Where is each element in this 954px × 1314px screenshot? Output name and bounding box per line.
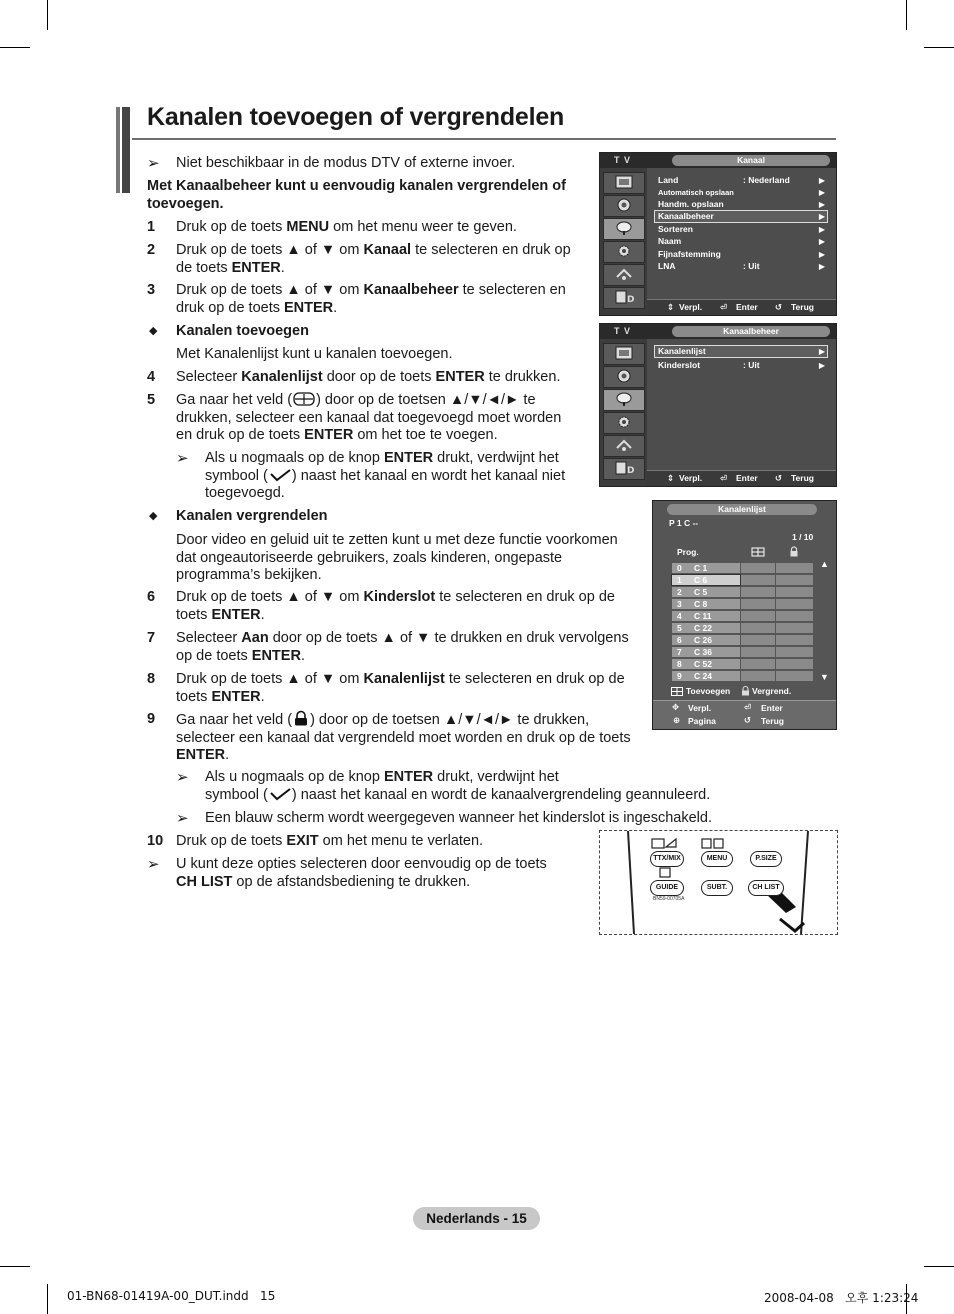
table-row[interactable]: 8 C 52 [672, 658, 814, 670]
page-indicator: 1 / 10 [792, 532, 814, 542]
step-number: 8 [147, 671, 156, 687]
channel-menu-icon[interactable] [603, 218, 645, 240]
enter-icon: ⏎ [720, 473, 728, 483]
step-number: 5 [147, 392, 156, 408]
section-lock-title: Kanalen vergrendelen [176, 508, 328, 524]
section-lock-desc: Door video en geluid uit te zetten kunt u met deze functie voorkomen dat ongeautoriseerde gebruikers, zoals kinderen, ongepaste programma’s bekijken. [176, 532, 618, 583]
file-name: 01-BN68-01419A-00_DUT.indd 15 [67, 1289, 276, 1303]
footer-back: Terug [791, 302, 814, 312]
osd-channel-list [652, 500, 837, 730]
step-number: 7 [147, 630, 156, 646]
crop-mark [924, 47, 954, 48]
title-decoration [116, 107, 132, 193]
ttx-mix-button[interactable]: TTX/MIX [650, 851, 684, 867]
lock-legend-icon [741, 686, 750, 696]
step-number: 10 [147, 833, 164, 849]
channel-list-footer [653, 700, 836, 729]
add-legend-icon [671, 687, 683, 696]
osd-item-land[interactable]: Land : Nederland ▶ [658, 175, 825, 185]
digital-menu-icon[interactable] [603, 287, 645, 309]
checkmark-icon [268, 468, 292, 482]
diamond-bullet-icon: ◆ [149, 325, 158, 337]
legend-lock: Vergrend. [752, 686, 792, 696]
enter-icon: ⏎ [720, 302, 728, 312]
footer-move: Verpl. [679, 473, 703, 483]
osd-item-child-lock[interactable]: Kinderslot : Uit ▶ [658, 360, 825, 370]
crop-mark [47, 1284, 48, 1314]
channel-list-title: Kanalenlijst [667, 504, 817, 515]
step-6-text: Druk op de toets ▲ of ▼ om Kinderslot te selecteren en druk op de toets ENTER. [176, 589, 615, 623]
osd-icon-column [600, 168, 647, 315]
osd-item-channel-manager[interactable]: Kanaalbeheer ▶ [655, 211, 827, 222]
input-menu-icon[interactable] [603, 435, 645, 457]
final-note: U kunt deze opties selecteren door eenvoudig op de toets CH LIST op de afstandsbediening te drukken. [176, 856, 547, 890]
osd-footer [647, 299, 836, 315]
intro-text: Met Kanaalbeheer kunt u eenvoudig kanalen vergrendelen of toevoegen. [147, 178, 566, 212]
timestamp: 2008-04-08 오후 1:23:24 [764, 1291, 919, 1305]
lock-column-icon [789, 546, 799, 557]
sound-menu-icon[interactable] [603, 366, 645, 388]
osd-item-sort[interactable]: Sorteren ▶ [658, 224, 825, 234]
footer-back: Terug [791, 473, 814, 483]
page-title: Kanalen toevoegen of vergrendelen [147, 103, 565, 131]
note-arrow-icon: ➢ [176, 769, 189, 786]
table-row[interactable]: 5 C 22 [672, 622, 814, 634]
sound-menu-icon[interactable] [603, 195, 645, 217]
subt-button[interactable]: SUBT. [701, 880, 733, 896]
footer-enter: Enter [736, 473, 758, 483]
osd-kanaal-menu [599, 152, 837, 316]
step-3-text: Druk op de toets ▲ of ▼ om Kanaalbeheer te selecteren en druk op de toets ENTER. [176, 282, 566, 316]
add-field-icon [292, 392, 316, 406]
osd-header [600, 153, 836, 168]
step-5-text: Ga naar het veld ( ) door op de toetsen ▲/▼/◄/► te drukken, selecteer een kanaal dat toegevoegd moet worden en druk op de toets ENTER om het toe te voegen. [176, 392, 562, 443]
table-row[interactable]: 3 C 8 [672, 598, 814, 610]
osd-footer [647, 470, 836, 486]
lock-icon [292, 711, 310, 726]
scroll-down-icon[interactable]: ▼ [820, 672, 829, 682]
footer-back: Terug [761, 716, 784, 726]
crop-mark [0, 1266, 30, 1267]
crop-mark [47, 0, 48, 30]
osd-item-channel-list[interactable]: Kanalenlijst ▶ [655, 346, 827, 357]
step-7-text: Selecteer Aan door op de toets ▲ of ▼ te drukken en druk vervolgens op de toets ENTER. [176, 630, 629, 664]
table-row[interactable]: 2 C 5 [672, 586, 814, 598]
title-rule [132, 138, 836, 140]
ch-list-button[interactable]: CH LIST [748, 880, 784, 896]
add-column-icon [751, 547, 765, 557]
footer-enter: Enter [736, 302, 758, 312]
move-icon: ✥ [672, 702, 680, 712]
crop-mark [906, 0, 907, 30]
section-add-desc: Met Kanalenlijst kunt u kanalen toevoegen. [176, 346, 453, 362]
prog-header: Prog. [677, 547, 699, 557]
footer-move: Verpl. [688, 703, 712, 713]
crop-mark [924, 1266, 954, 1267]
table-row[interactable]: 7 C 36 [672, 646, 814, 658]
menu-button[interactable]: MENU [701, 851, 733, 867]
crop-mark [0, 47, 30, 48]
legend-add: Toevoegen [686, 686, 731, 696]
step-number: 6 [147, 589, 156, 605]
step-1-text: Druk op de toets MENU om het menu weer te geven. [176, 219, 517, 235]
note-arrow-icon: ➢ [176, 450, 189, 467]
enter-icon: ⏎ [744, 702, 752, 712]
step-number: 4 [147, 369, 156, 385]
step-number: 1 [147, 219, 156, 235]
osd-item-name[interactable]: Naam ▶ [658, 236, 825, 246]
step-9-text: Ga naar het veld ( ) door op de toetsen ▲/▼/◄/► te drukken, selecteer een kanaal dat vergrendeld moet worden en druk op de toets ENTER. [176, 712, 631, 763]
scroll-up-icon[interactable]: ▲ [820, 559, 829, 569]
section-add-title: Kanalen toevoegen [176, 323, 309, 339]
table-row[interactable]: 4 C 11 [672, 610, 814, 622]
step-number: 9 [147, 711, 156, 727]
return-icon: ↺ [744, 715, 752, 725]
step-9-note-1: Als u nogmaals op de knop ENTER drukt, verdwijnt het symbool ( ) naast het kanaal en wordt de kanaalvergrendeling geannuleerd. [205, 769, 711, 803]
osd-icon-column [600, 339, 647, 486]
diamond-bullet-icon: ◆ [149, 510, 158, 522]
table-row[interactable]: 0 C 1 [672, 562, 814, 574]
remote-model-label: BN59-00705A [653, 896, 685, 902]
page-icon: ⊕ [673, 715, 681, 725]
return-icon: ↺ [775, 302, 783, 312]
osd-item-fine-tune[interactable]: Fijnafstemming ▶ [658, 249, 825, 259]
digital-menu-icon[interactable] [603, 458, 645, 480]
step-9-note-2: Een blauw scherm wordt weergegeven wanneer het kinderslot is ingeschakeld. [205, 810, 712, 826]
osd-source-label: T V [614, 155, 632, 165]
osd-menu-title: Kanaal [672, 155, 830, 166]
input-menu-icon[interactable] [603, 264, 645, 286]
move-icon: ⇕ [667, 473, 675, 483]
current-channel: P 1 C -- [669, 518, 699, 528]
step-8-text: Druk op de toets ▲ of ▼ om Kanalenlijst te selecteren en druk op de toets ENTER. [176, 671, 625, 705]
step-number: 2 [147, 242, 156, 258]
osd-kanaalbeheer-menu [599, 323, 837, 487]
setup-menu-icon[interactable] [603, 412, 645, 434]
table-row[interactable]: 9 C 24 [672, 670, 814, 682]
table-row[interactable]: 6 C 26 [672, 634, 814, 646]
note-arrow-icon: ➢ [147, 856, 160, 873]
psize-button[interactable]: P.SIZE [750, 851, 782, 867]
checkmark-icon [268, 787, 292, 801]
guide-button[interactable]: GUIDE [650, 880, 684, 896]
picture-menu-icon[interactable] [603, 172, 645, 194]
footer-move: Verpl. [679, 302, 703, 312]
osd-header [600, 324, 836, 339]
step-5-note: Als u nogmaals op de knop ENTER drukt, verdwijnt het symbool ( ) naast het kanaal en wordt het kanaal niet toegevoegd. [205, 450, 566, 501]
svg-text:D: D [627, 295, 635, 305]
osd-item-manual-store[interactable]: Handm. opslaan ▶ [658, 199, 825, 209]
svg-text:D: D [627, 466, 635, 476]
remote-illustration [599, 830, 838, 935]
note-dtv: Niet beschikbaar in de modus DTV of externe invoer. [176, 155, 516, 171]
osd-item-auto-store[interactable]: Automatisch opslaan ▶ [658, 188, 825, 197]
note-arrow-icon: ➢ [176, 810, 189, 827]
table-row[interactable]: 1 C 6 [672, 574, 814, 586]
osd-source-label: T V [614, 326, 632, 336]
setup-menu-icon[interactable] [603, 241, 645, 263]
return-icon: ↺ [775, 473, 783, 483]
move-icon: ⇕ [667, 302, 675, 312]
channel-menu-icon[interactable] [603, 389, 645, 411]
picture-menu-icon[interactable] [603, 343, 645, 365]
channel-rows [672, 562, 814, 682]
note-arrow-icon: ➢ [147, 155, 160, 172]
step-4-text: Selecteer Kanalenlijst door op de toets ENTER te drukken. [176, 369, 561, 385]
footer-enter: Enter [761, 703, 783, 713]
step-2-text: Druk op de toets ▲ of ▼ om Kanaal te selecteren en druk op de toets ENTER. [176, 242, 571, 276]
page-number: Nederlands - 15 [413, 1207, 540, 1230]
step-10-text: Druk op de toets EXIT om het menu te verlaten. [176, 833, 484, 849]
step-number: 3 [147, 282, 156, 298]
footer-page: Pagina [688, 716, 716, 726]
osd-menu-title: Kanaalbeheer [672, 326, 830, 337]
osd-item-lna[interactable]: LNA : Uit ▶ [658, 261, 825, 271]
